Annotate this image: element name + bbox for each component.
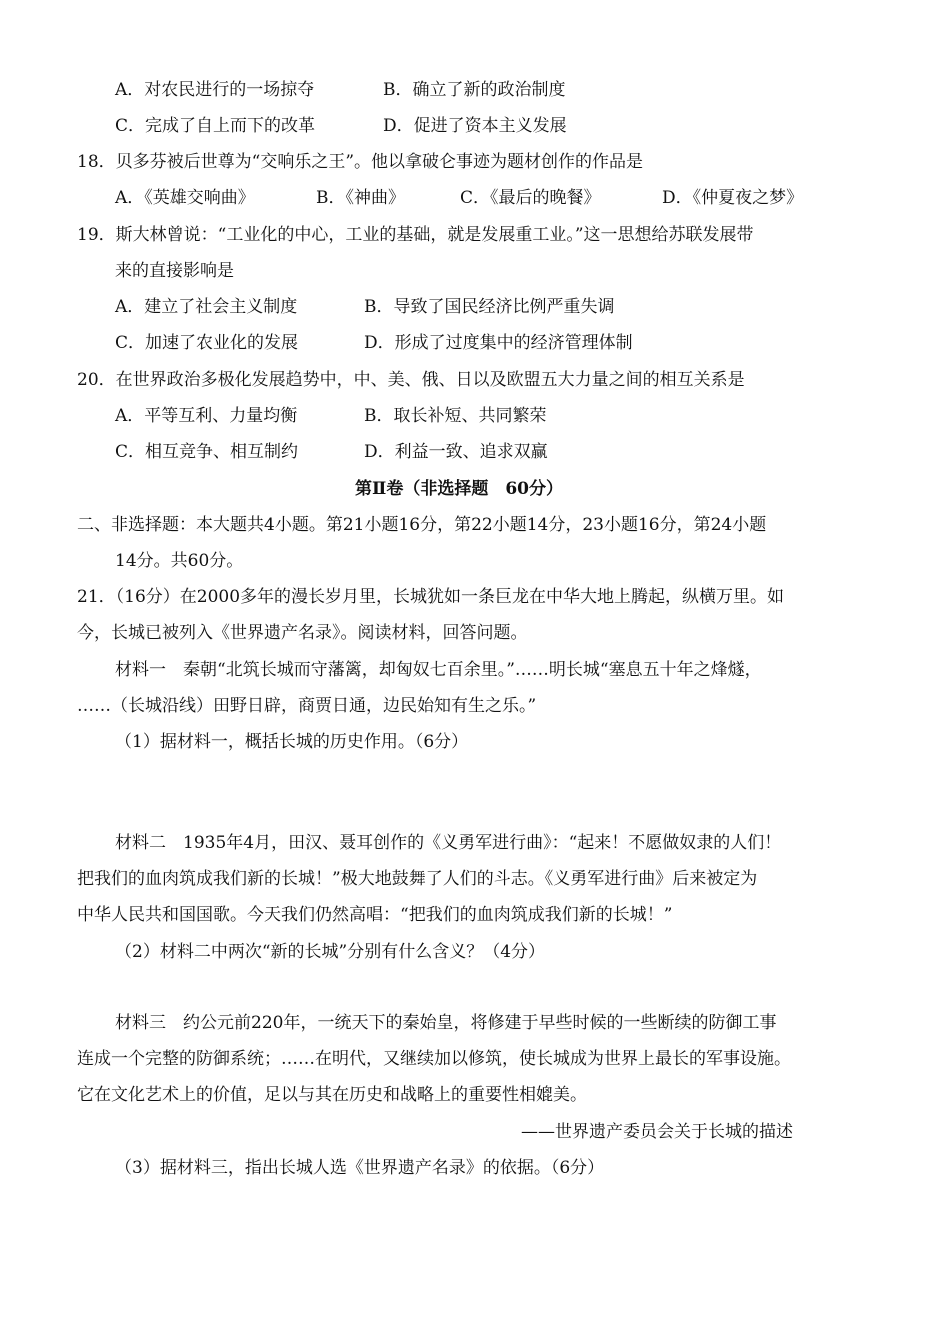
q20-option-b: B．取长补短、共同繁荣	[364, 406, 547, 426]
q19-stem-line2: 来的直接影响是	[115, 261, 234, 281]
material-2-line2: 把我们的血肉筑成我们新的长城！”极大地鼓舞了人们的斗志。《义勇军进行曲》后来被定为	[77, 869, 758, 889]
section-intro-line1: 二、非选择题：本大题共4小题。第21小题16分，第22小题14分，23小题16分，第24小题	[77, 515, 767, 535]
q18-option-b: B．《神曲》	[316, 188, 405, 208]
section-intro-line2: 14分。共60分。	[115, 551, 244, 571]
sub-question-2: （2）材料二中两次“新的长城”分别有什么含义？（4分）	[115, 942, 546, 962]
q20-stem: 20．在世界政治多极化发展趋势中，中、美、俄、日以及欧盟五大力量之间的相互关系是	[77, 370, 745, 390]
q20-option-c: C．相互竞争、相互制约	[115, 442, 299, 462]
material-3-line2: 连成一个完整的防御系统；……在明代，又继续加以修筑，使长城成为世界上最长的军事设施。	[77, 1049, 791, 1069]
q18-option-d: D．《仲夏夜之梦》	[662, 188, 804, 208]
q19-option-b: B．导致了国民经济比例严重失调	[364, 297, 615, 317]
material-1-line2: ……（长城沿线）田野日辟，商贾日通，边民始知有生之乐。”	[77, 696, 537, 716]
q20-option-d: D．利益一致、追求双赢	[364, 442, 548, 462]
q17-option-b: B．确立了新的政治制度	[383, 80, 566, 100]
material-3-line3: 它在文化艺术上的价值，足以与其在历史和战略上的重要性相媲美。	[77, 1085, 587, 1105]
section-title: 第Ⅱ卷（非选择题 60分）	[355, 479, 563, 499]
q17-option-a: A．对农民进行的一场掠夺	[115, 80, 315, 100]
material-2-line3: 中华人民共和国国歌。今天我们仍然高唱：“把我们的血肉筑成我们新的长城！”	[77, 905, 673, 925]
q21-stem-line1: 21．（16分）在2000多年的漫长岁月里，长城犹如一条巨龙在中华大地上腾起，纵横万里。如	[77, 587, 785, 607]
q19-option-a: A．建立了社会主义制度	[115, 297, 298, 317]
q18-option-c: C．《最后的晚餐》	[460, 188, 601, 208]
material-2-line1: 材料二 1935年4月，田汉、聂耳创作的《义勇军进行曲》：“起来！不愿做奴隶的人们！	[115, 833, 782, 853]
q19-option-d: D．形成了过度集中的经济管理体制	[364, 333, 633, 353]
q18-stem: 18．贝多芬被后世尊为“交响乐之王”。他以拿破仑事迹为题材创作的作品是	[77, 152, 644, 172]
material-1-line1: 材料一 秦朝“北筑长城而守藩篱，却匈奴七百余里。”……明长城“塞息五十年之烽燧，	[115, 660, 762, 680]
material-3-source: ——世界遗产委员会关于长城的描述	[521, 1122, 793, 1142]
q21-stem-line2: 今，长城已被列入《世界遗产名录》。阅读材料，回答问题。	[77, 623, 528, 643]
q19-option-c: C．加速了农业化的发展	[115, 333, 299, 353]
sub-question-3: （3）据材料三，指出长城人选《世界遗产名录》的依据。（6分）	[115, 1158, 605, 1178]
q18-option-a: A．《英雄交响曲》	[115, 188, 255, 208]
q19-stem-line1: 19．斯大林曾说：“工业化的中心，工业的基础，就是发展重工业。”这一思想给苏联发展带	[77, 225, 754, 245]
q20-option-a: A．平等互利、力量均衡	[115, 406, 298, 426]
q17-option-c: C．完成了自上而下的改革	[115, 116, 316, 136]
q17-option-d: D．促进了资本主义发展	[383, 116, 567, 136]
material-3-line1: 材料三 约公元前220年，一统天下的秦始皇，将修建于早些时候的一些断续的防御工事	[115, 1013, 777, 1033]
sub-question-1: （1）据材料一，概括长城的历史作用。（6分）	[115, 732, 469, 752]
